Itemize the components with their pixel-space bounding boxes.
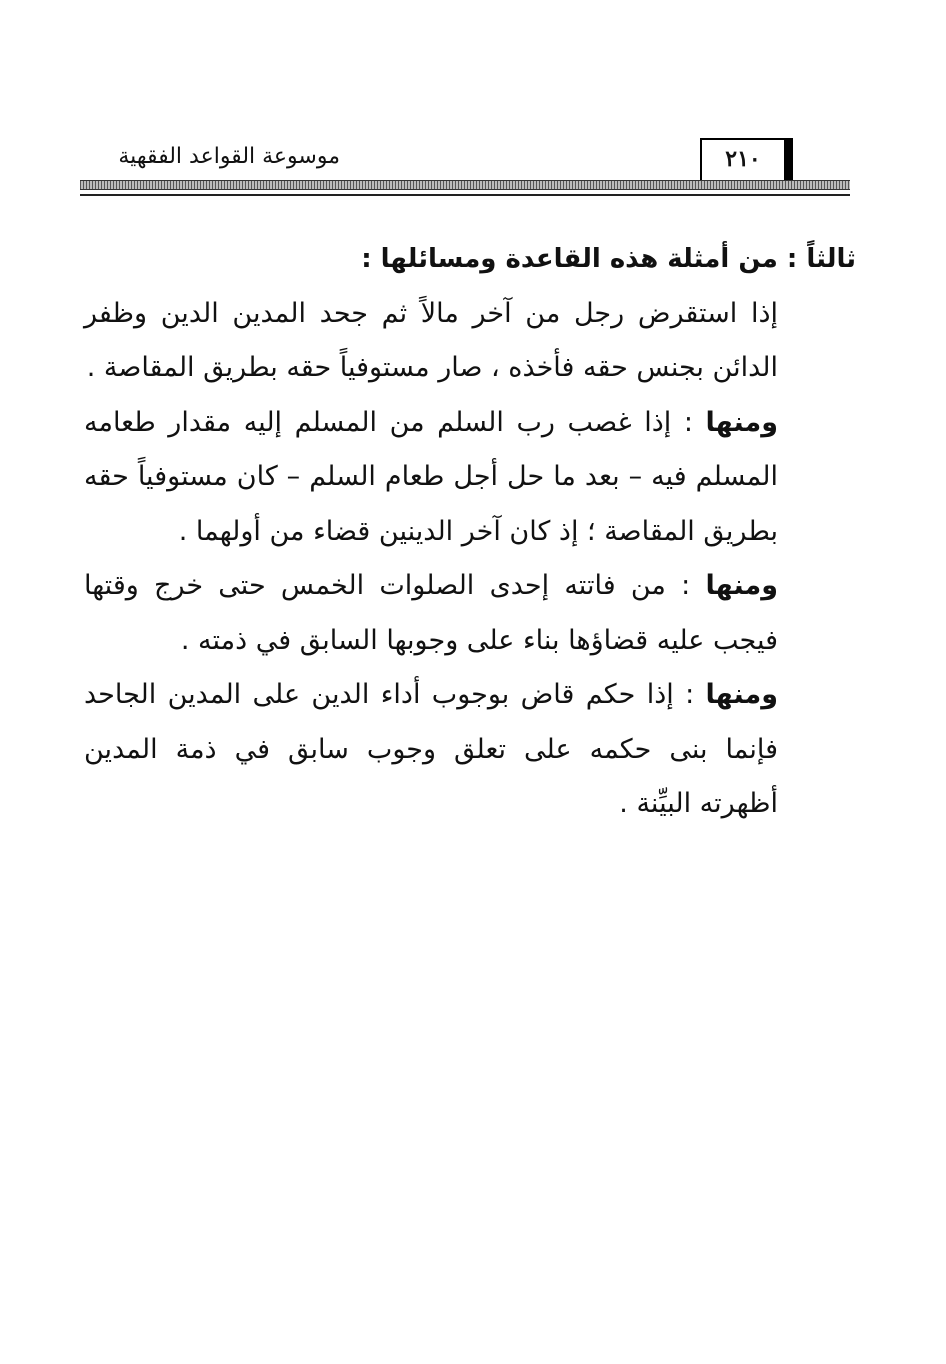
section-heading: ثالثاً : من أمثلة هذه القاعدة ومسائلها :: [361, 244, 856, 274]
header-divider: [80, 194, 850, 196]
running-header: [80, 134, 850, 198]
page-number-box-shadow: [786, 138, 793, 182]
paragraph-example-4: [84, 668, 856, 832]
paragraph-text: إذا استقرض رجل من آخر مالاً ثم جحد المدين الدين وظفر الدائن بجنس حقه فأخذه ، صار مستوفياً حقه بطريق المقاصة .: [84, 297, 778, 383]
paragraph-text: : إذا حكم قاض بوجوب أداء الدين على المدين الجاحد فإنما بنى حكمه على تعلق وجوب سابق في ذمة المدين أظهرته البيِّنة .: [84, 679, 778, 819]
paragraph-keyword: ومنها: [705, 570, 778, 601]
page-number-box: [700, 138, 786, 180]
paragraph-text: : من فاتته إحدى الصلوات الخمس حتى خرج وقتها فيجب عليه قضاؤها بناء على وجوبها السابق في ذمته .: [84, 570, 778, 656]
paragraph-example-3: [84, 559, 856, 668]
paragraph-keyword: ومنها: [705, 679, 778, 710]
paragraph-keyword: ومنها: [705, 406, 778, 438]
page-content: [84, 232, 856, 832]
paragraph-text: : إذا غصب رب السلم من المسلم إليه مقدار طعامه المسلم فيه – بعد ما حل أجل طعام السلم – كان مستوفياً حقه بطريق المقاصة ؛ إذ كان آخر الدينين قضاء من أولهما .: [84, 406, 778, 547]
book-title: موسوعة القواعد الفقهية: [118, 144, 340, 169]
page-number: ٢١٠: [725, 146, 761, 172]
paragraph-example-2: [84, 396, 856, 560]
paragraph-example-1: [84, 287, 856, 396]
header-decorative-rule: [80, 180, 850, 190]
